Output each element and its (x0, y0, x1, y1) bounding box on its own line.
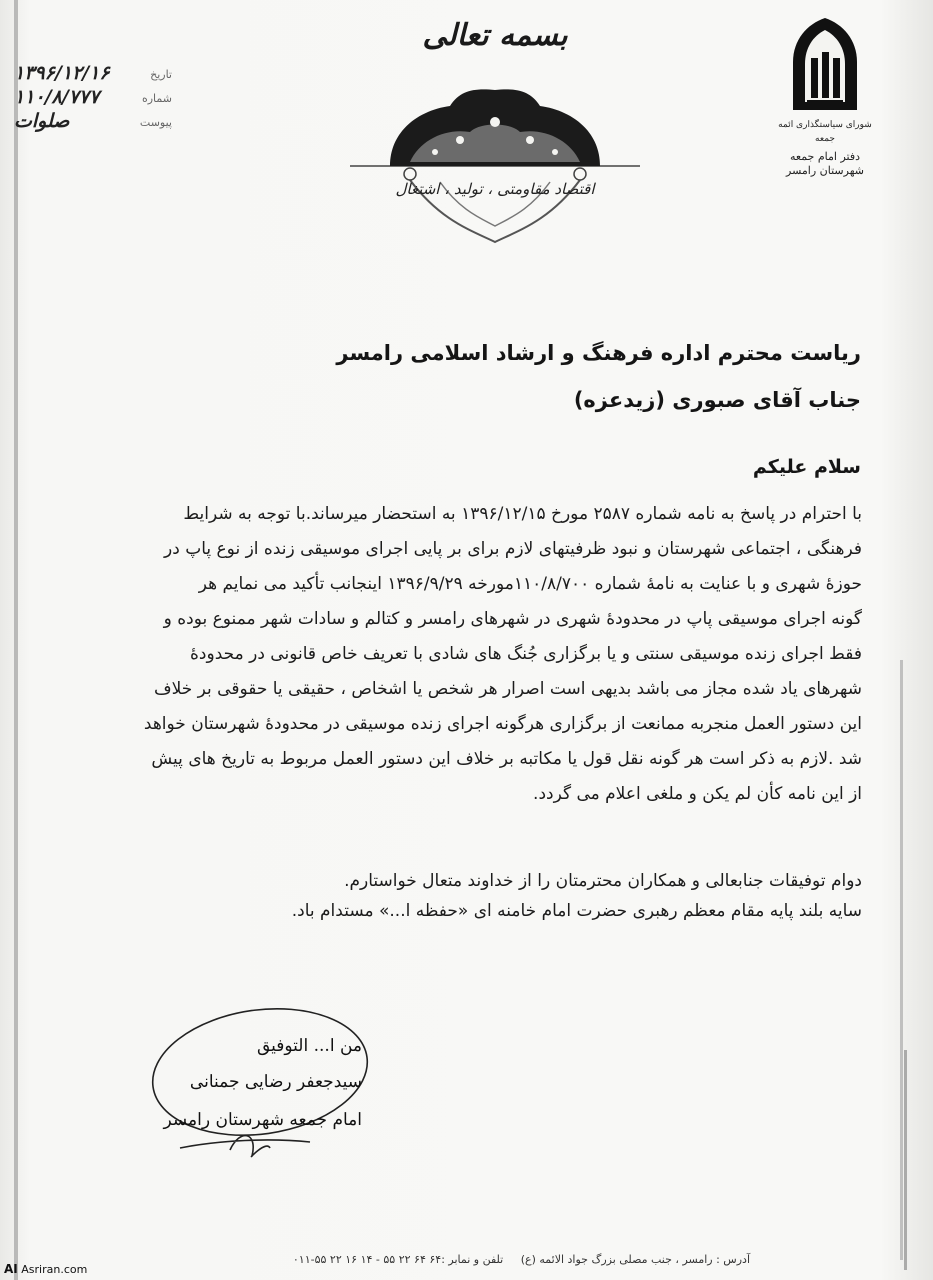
body-paragraph (60, 497, 862, 812)
meta-attachment (8, 110, 178, 134)
basmala: بسمه تعالی (422, 18, 568, 53)
watermark-site: Asriran.com (21, 1263, 88, 1276)
body-line: این دستور العمل منجربه ممانعت از برگزاری هرگونه اجرای زنده موسیقی در محدودهٔ شهرستان خواهد (143, 714, 862, 734)
date-label: تاریخ (150, 68, 172, 81)
signature-line-1: من ا... التوفیق (256, 1036, 362, 1056)
letterhead-emblem (770, 14, 880, 178)
emblem-caption-2: دفتر امام جمعه شهرستان رامسر (786, 150, 864, 177)
watermark-logo-icon: AI (4, 1262, 18, 1276)
emblem-logo-icon (785, 14, 865, 114)
emblem-caption-1: شورای سیاستگذاری ائمه جمعه (778, 120, 872, 144)
body-line: حوزهٔ شهری و با عنایت به نامهٔ شماره ۱۱۰/۸/۷۰۰مورخه ۱۳۹۶/۹/۲۹ اینجانب تأکید می نمایم هر (198, 574, 862, 594)
ornament-icon (350, 70, 640, 245)
addressee (261, 330, 861, 424)
number-value: ۱۱۰/۸/۷۷۷ (14, 86, 100, 108)
date-value: ۱۳۹۶/۱۲/۱۶ (14, 62, 110, 84)
scan-edge-left (14, 0, 18, 1280)
footer-phone: تلفن و نمابر :۶۴ ۶۴ ۲۲ ۵۵ - ۱۴ ۱۶ ۲۲ ۵۵-۰۱۱ (292, 1253, 504, 1266)
footer (150, 1253, 750, 1266)
attachment-value: صلوات (14, 110, 70, 132)
scan-edge-right-lower (904, 1050, 907, 1270)
signature-line-2: سیدجعفر رضایی جمنانی (189, 1072, 362, 1092)
meta-date (8, 62, 178, 86)
footer-address: آدرس : رامسر ، جنب مصلی بزرگ جواد الائمه (ع) (520, 1253, 750, 1266)
motto: اقتصاد مقاومتی ، تولید ، اشتغال (395, 180, 595, 198)
watermark (4, 1262, 87, 1276)
body-line: شد .لازم به ذکر است هر گونه نقل قول یا مکاتبه بر خلاف این دستور العمل مربوط به تاریخ های پیش (151, 749, 862, 769)
closing-line: دوام توفیقات جنابعالی و همکاران محترمتان را از خداوند متعال خواستارم. (344, 871, 862, 891)
greeting: سلام علیکم (752, 456, 861, 478)
attachment-label: پیوست (139, 116, 172, 129)
body-line: با احترام در پاسخ به نامه شماره ۲۵۸۷ مورخ ۱۳۹۶/۱۲/۱۵ به استحضار میرساند.با توجه به شرایط (183, 504, 862, 524)
letterhead-center (330, 10, 660, 250)
body-line: فرهنگی ، اجتماعی شهرستان و نبود ظرفیتهای لازم برای بر پایی اجرای موسیقی زنده از نوع پاپ در (164, 539, 862, 559)
signature-block (140, 1000, 380, 1170)
body-line: گونه اجرای موسیقی پاپ در محدودهٔ شهری در شهرهای رامسر و کتالم و سادات شهر ممنوع بوده و (163, 609, 862, 629)
addressee-line-1: ریاست محترم اداره فرهنگ و ارشاد اسلامی رامسر (336, 341, 861, 365)
body-line: شهرهای یاد شده مجاز می باشد بدیهی است اصرار هر شخص یا اشخاص ، حقیقی یا حقوقی بر خلاف (153, 679, 862, 699)
addressee-line-2: جناب آقای صبوری (زیدعزه) (573, 388, 861, 412)
signature-line-3: امام جمعه شهرستان رامسر (163, 1110, 362, 1130)
body-line: فقط اجرای زنده موسیقی سنتی و یا برگزاری جُنگ های شادی با تعریف خاص قانونی در محدودهٔ (190, 644, 862, 664)
scan-edge-right (900, 660, 903, 1260)
closing-line: سایه بلند پایه مقام معظم رهبری حضرت امام خامنه ای «حفظه ا...» مستدام باد. (291, 901, 862, 921)
meta-number (8, 86, 178, 110)
body-line: از این نامه کأن لم یکن و ملغی اعلام می گردد. (533, 784, 862, 804)
closing-paragraph (220, 866, 862, 926)
letter-meta (8, 62, 178, 134)
number-label: شماره (141, 92, 172, 105)
